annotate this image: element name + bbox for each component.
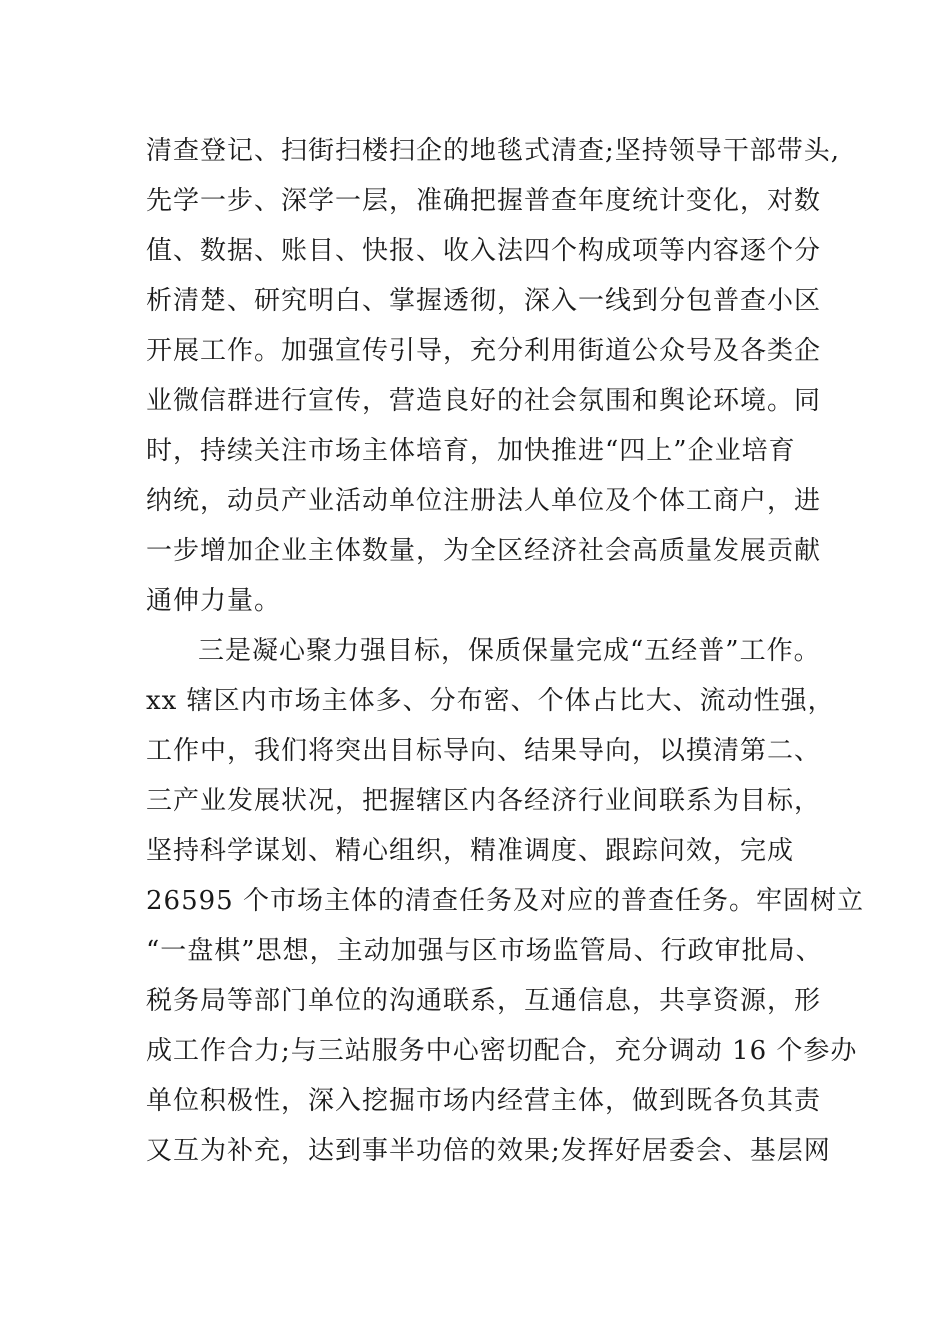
text-line: 坚持科学谋划、精心组织，精准调度、跟踪问效，完成 (146, 836, 795, 866)
text-line: 先学一步、深学一层，准确把握普查年度统计变化，对数 (146, 186, 822, 216)
text-line: 又互为补充，达到事半功倍的效果;发挥好居委会、基层网 (146, 1136, 831, 1166)
text-line: 26595 个市场主体的清查任务及对应的普查任务。牢固树立 (146, 886, 864, 916)
text-line: 一步增加企业主体数量，为全区经济社会高质量发展贡献 (146, 536, 822, 566)
text-line: 开展工作。加强宣传引导，充分利用街道公众号及各类企 (146, 336, 822, 366)
text-line: 清查登记、扫街扫楼扫企的地毯式清查;坚持领导干部带头, (146, 136, 841, 166)
text-line: 业微信群进行宣传，营造良好的社会氛围和舆论环境。同 (146, 386, 822, 416)
text-line: 成工作合力;与三站服务中心密切配合，充分调动 16 个参办 (146, 1036, 858, 1066)
text-line: 析清楚、研究明白、掌握透彻，深入一线到分包普查小区 (146, 286, 822, 316)
paragraph-first-line: 三是凝心聚力强目标，保质保量完成“五经普”工作。 (198, 636, 821, 666)
text-line: 单位积极性，深入挖掘市场内经营主体，做到既各负其责 (146, 1086, 822, 1116)
text-line: 通伸力量。 (146, 586, 282, 616)
text-line: 三产业发展状况，把握辖区内各经济行业间联系为目标， (146, 786, 822, 816)
text-line: 税务局等部门单位的沟通联系，互通信息，共享资源，形 (146, 986, 822, 1016)
text-line: 时，持续关注市场主体培育，加快推进“四上”企业培育 (146, 436, 796, 466)
text-line: 工作中，我们将突出目标导向、结果导向，以摸清第二、 (146, 736, 822, 766)
text-line: xx 辖区内市场主体多、分布密、个体占比大、流动性强， (146, 686, 835, 716)
text-line: “一盘棋”思想，主动加强与区市场监管局、行政审批局、 (146, 936, 823, 966)
text-line: 纳统，动员产业活动单位注册法人单位及个体工商户，进 (146, 486, 822, 516)
text-line: 值、数据、账目、快报、收入法四个构成项等内容逐个分 (146, 236, 822, 266)
